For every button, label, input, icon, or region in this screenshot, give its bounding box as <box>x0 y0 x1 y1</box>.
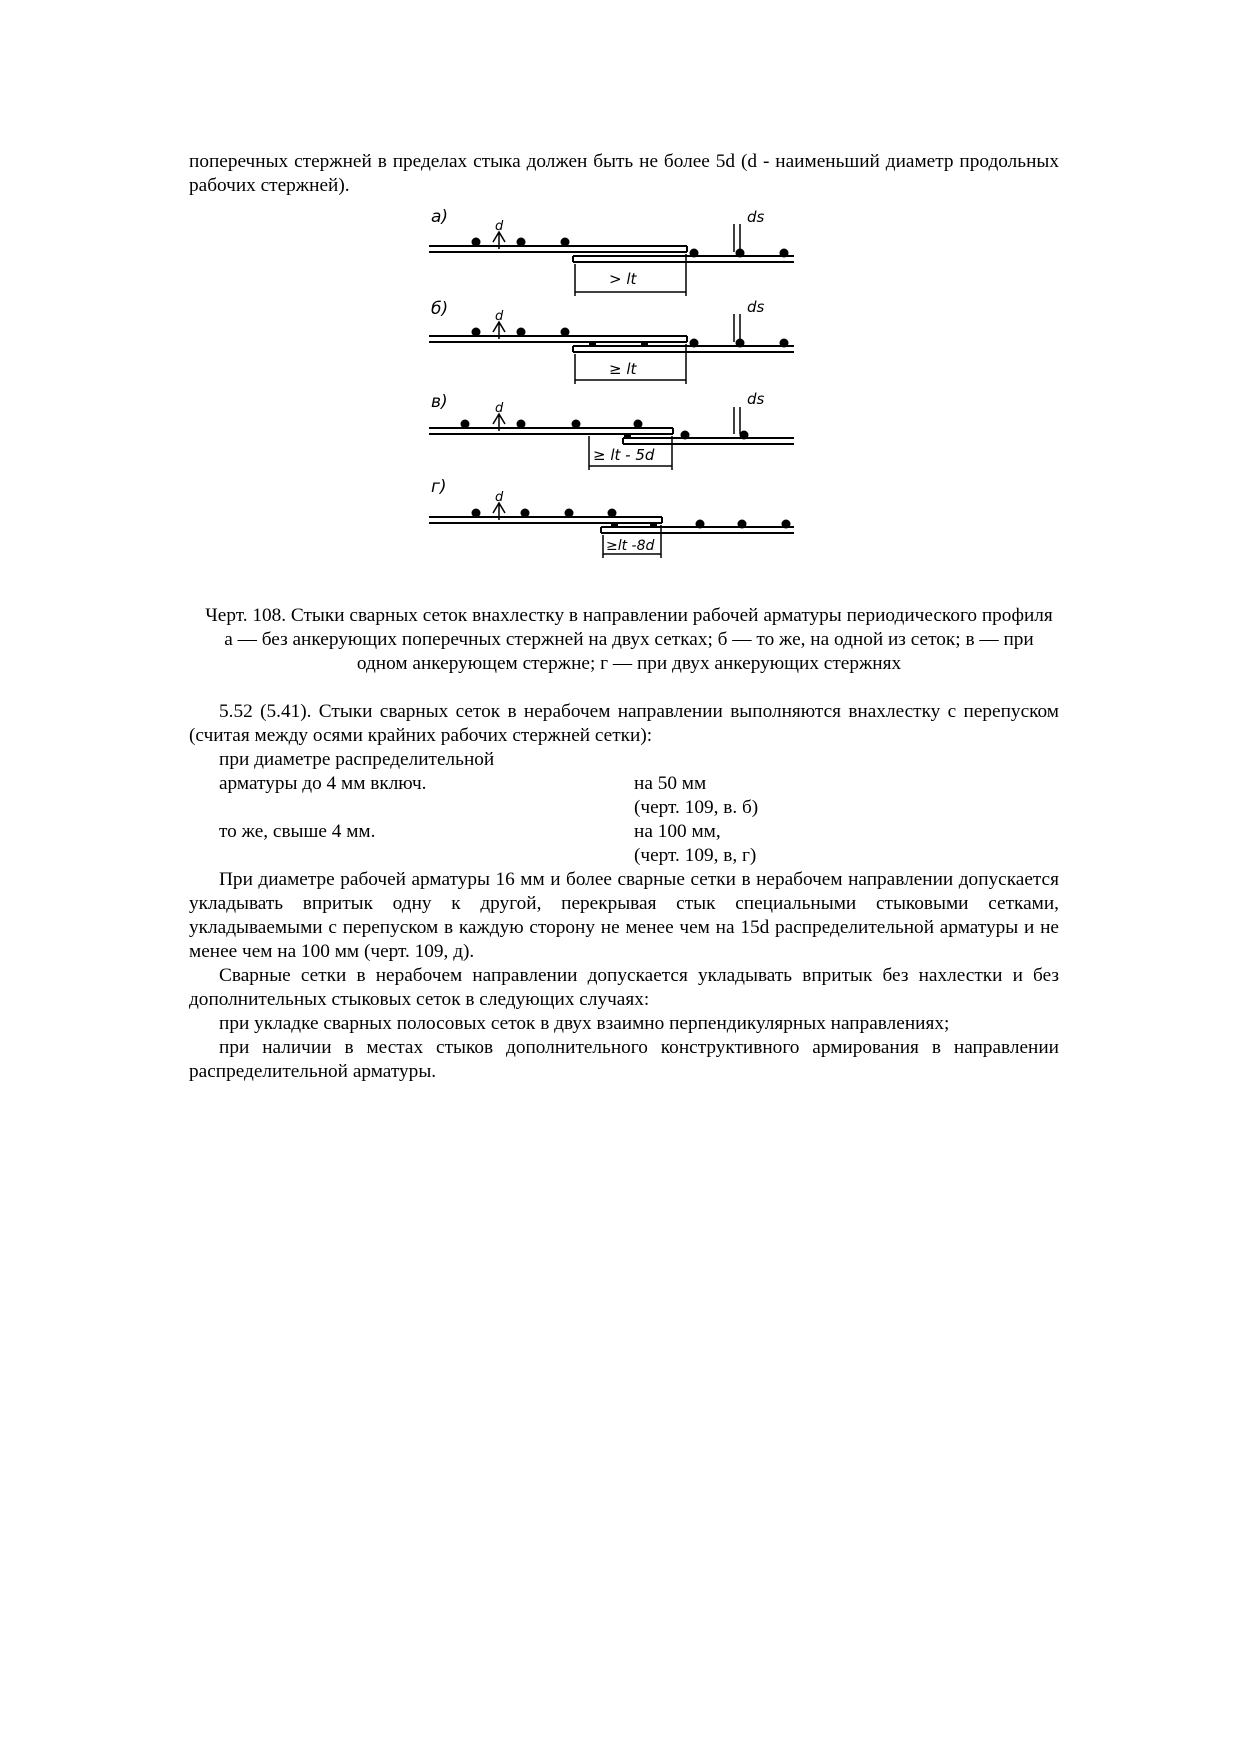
bar-dot <box>566 510 573 517</box>
panel-v-ds: ds <box>747 390 765 408</box>
panel-v <box>429 390 794 470</box>
panel-b <box>429 298 794 384</box>
bar-dot <box>682 432 689 439</box>
table-cell-right <box>634 748 1059 772</box>
bar-dot <box>462 421 469 428</box>
anchor-bar <box>641 342 648 347</box>
table-row <box>189 844 1059 868</box>
bar-dot <box>518 421 525 428</box>
lap-joint-drawing <box>429 204 829 604</box>
spacer <box>189 676 1059 700</box>
panel-a-d: d <box>495 219 504 234</box>
table-cell-left: то же, свыше 4 мм. <box>219 821 376 842</box>
bar-dot <box>562 239 569 246</box>
panel-g-d: d <box>495 490 504 505</box>
bar-dot <box>473 329 480 336</box>
anchor-bar <box>611 523 618 528</box>
panel-a-dim: > lt <box>609 270 637 288</box>
table-cell-left <box>189 844 634 868</box>
panel-a <box>429 207 794 296</box>
panel-g-letter: г) <box>431 477 447 497</box>
table-cell-right: на 100 мм, <box>634 821 721 842</box>
bar-dot <box>609 510 616 517</box>
panel-b-d: d <box>495 309 504 324</box>
panel-a-letter: а) <box>431 207 449 227</box>
document-page <box>189 150 1059 1084</box>
table-cell-right: на 50 мм <box>634 773 707 794</box>
bar-dot <box>697 521 704 528</box>
table-cell-right: (черт. 109, в, г) <box>634 845 757 866</box>
table-cell-left: при диаметре распределительной <box>219 749 495 770</box>
table-row <box>189 820 1059 844</box>
bar-dot <box>781 340 788 347</box>
bar-dot <box>741 432 748 439</box>
bar-dot <box>781 250 788 257</box>
panel-v-d: d <box>495 401 504 416</box>
panel-b-dim: ≥ lt <box>609 360 637 378</box>
paragraph-vpritik: Сварные сетки в нерабочем направлении допускается укладывать впритык без нахлестки и без дополнительных стыковых сеток в следующих случаях: <box>189 965 1059 1010</box>
bar-dot <box>691 250 698 257</box>
paragraph-top: поперечных стержней в пределах стыка должен быть не более 5d (d - наименьший диаметр продольных рабочих стержней). <box>189 151 1059 196</box>
panel-v-letter: в) <box>431 392 448 412</box>
panel-g <box>429 477 794 558</box>
panel-b-ds: ds <box>747 298 765 316</box>
bar-dot <box>635 421 642 428</box>
table-row <box>189 748 1059 772</box>
anchor-bar <box>624 434 631 439</box>
anchor-bar <box>650 523 657 528</box>
paragraph-16mm: При диаметре рабочей арматуры 16 мм и более сварные сетки в нерабочем направлении допускается укладывать впритык одну к другой, перекрывая стык специальными стыковыми сетками, укладываемыми с перепуском в каждую сторону не менее чем на 15d распределительной арматуры и не менее чем на 100 мм (черт. 109, д). <box>189 869 1059 962</box>
table-cell-left <box>189 796 634 820</box>
bar-dot <box>518 239 525 246</box>
panel-v-dim: ≥ lt - 5d <box>593 446 655 464</box>
bar-dot <box>739 521 746 528</box>
bar-dot <box>473 239 480 246</box>
figure-108 <box>189 204 1059 604</box>
paragraph-5-52: 5.52 (5.41). Стыки сварных сеток в нерабочем направлении выполняются внахлестку с перепуском (считая между осями крайних рабочих стержней сетки): <box>189 701 1059 746</box>
bar-dot <box>573 421 580 428</box>
bar-dot <box>473 510 480 517</box>
figure-caption-text: а — без анкерующих поперечных стержней на двух сетках; б — то же, на одной из сеток; в — при одном анкерующем стержне; г — при двух анкерующих стержнях <box>224 629 1034 674</box>
table-row <box>189 772 1059 796</box>
table-cell-left: арматуры до 4 мм включ. <box>219 773 427 794</box>
panel-a-ds: ds <box>747 208 765 226</box>
bar-dot <box>691 340 698 347</box>
panel-b-letter: б) <box>431 299 449 319</box>
anchor-bar <box>589 342 596 347</box>
table-row <box>189 796 1059 820</box>
bar-dot <box>562 329 569 336</box>
paragraph-case-1: при укладке сварных полосовых сеток в двух взаимно перпендикулярных направлениях; <box>219 1013 950 1034</box>
figure-caption-title: Черт. 108. Стыки сварных сеток внахлестку в направлении рабочей арматуры периодического профиля <box>205 605 1053 626</box>
panel-g-dim: ≥lt -8d <box>606 538 655 554</box>
paragraph-case-2: при наличии в местах стыков дополнительного конструктивного армирования в направлении распределительной арматуры. <box>189 1037 1059 1082</box>
bar-dot <box>518 329 525 336</box>
bar-dot <box>522 510 529 517</box>
table-cell-right: (черт. 109, в. б) <box>634 797 759 818</box>
bar-dot <box>783 521 790 528</box>
